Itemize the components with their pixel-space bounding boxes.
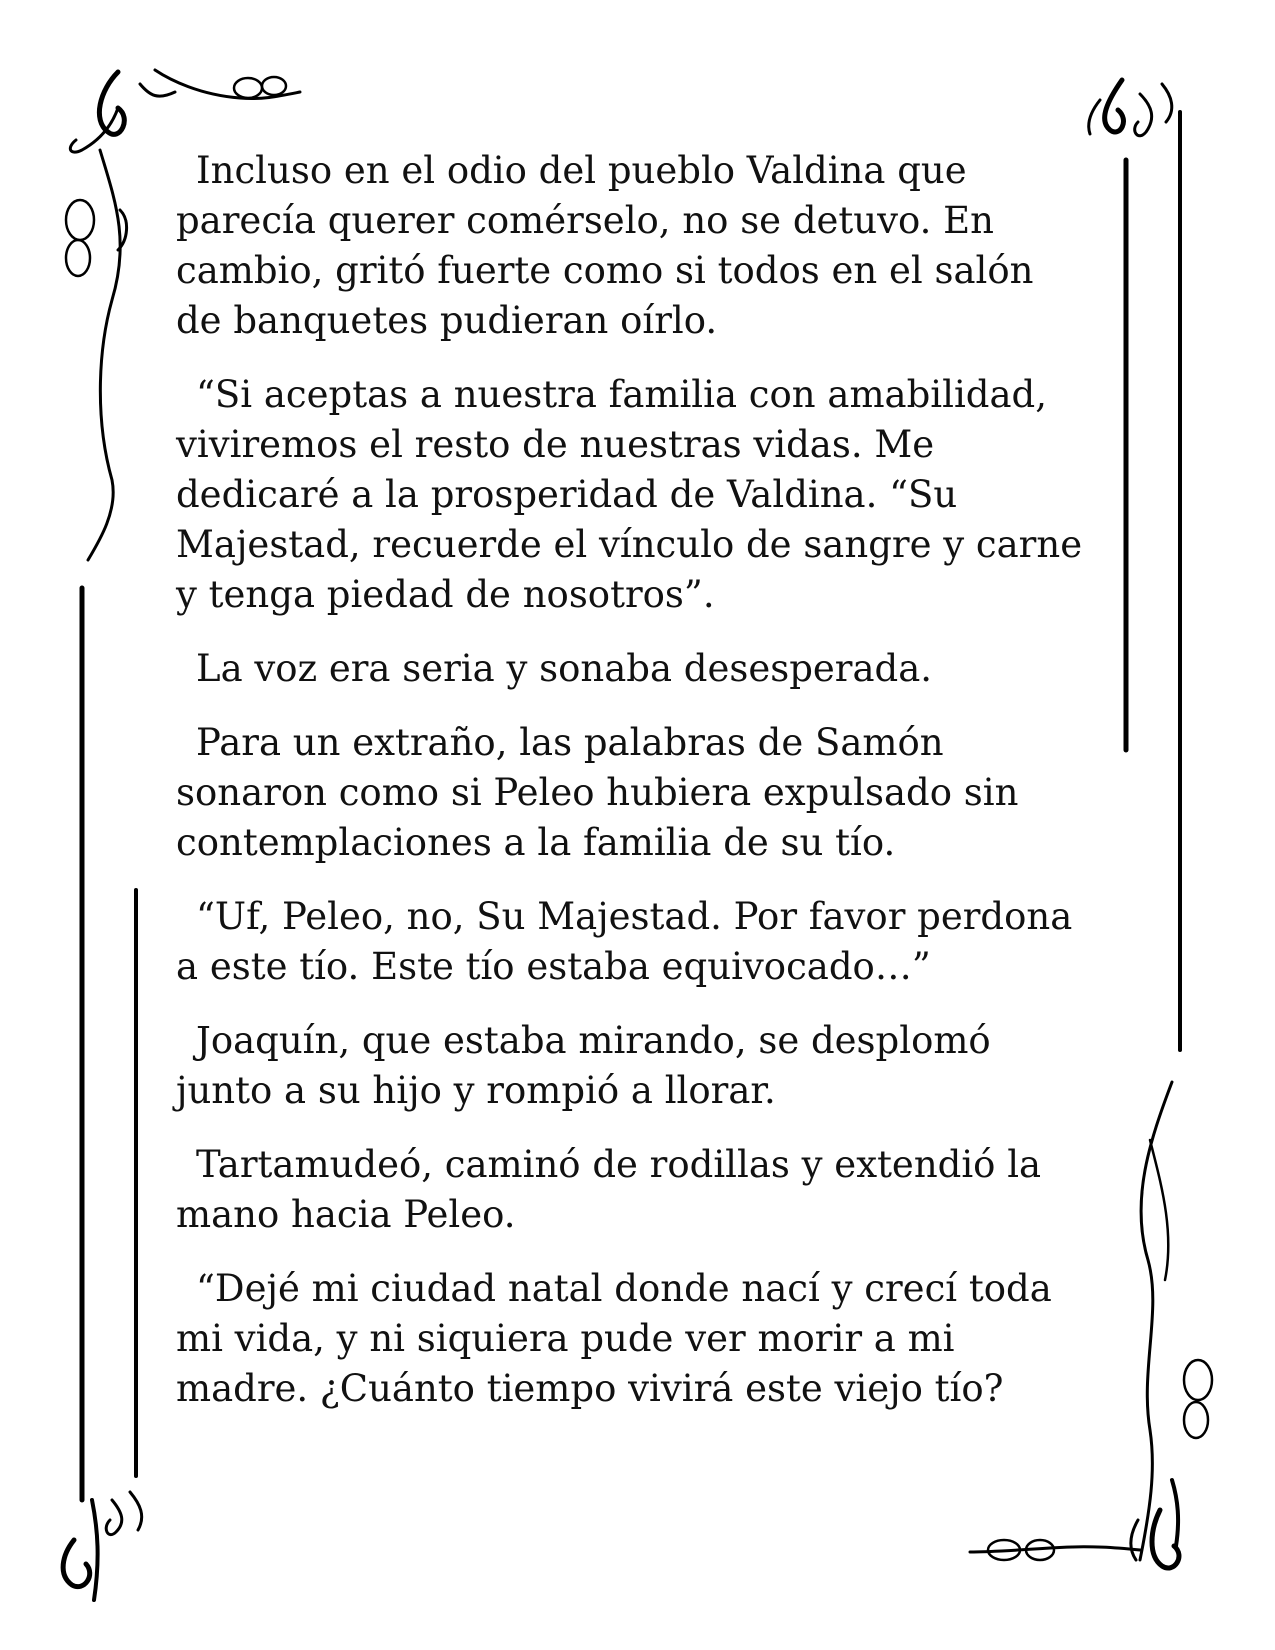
paragraph-5: “Uf, Peleo, no, Su Majestad. Por favor perdona a este tío. Este tío estaba equivocado…” xyxy=(176,895,1073,988)
body-text xyxy=(176,146,1086,1438)
paragraph-3: La voz era seria y sonaba desesperada. xyxy=(196,647,933,690)
paragraph-4: Para un extraño, las palabras de Samón sonaron como si Peleo hubiera expulsado sin contemplaciones a la familia de su tío. xyxy=(176,721,1019,864)
paragraph-1: Incluso en el odio del pueblo Valdina que parecía querer comérselo, no se detuvo. En cambio, gritó fuerte como si todos en el salón de banquetes pudieran oírlo. xyxy=(176,149,1034,342)
paragraph-7: Tartamudeó, caminó de rodillas y extendió la mano hacia Peleo. xyxy=(176,1143,1042,1236)
bottom-left-flourish-icon xyxy=(63,1492,142,1600)
paragraph-2: “Si aceptas a nuestra familia con amabilidad, viviremos el resto de nuestras vidas. Me dedicaré a la prosperidad de Valdina. “Su Majestad, recuerde el vínculo de sangre y carne y tenga piedad de nosotros”. xyxy=(176,373,1083,616)
paragraph-6: Joaquín, que estaba mirando, se desplomó junto a su hijo y rompió a llorar. xyxy=(176,1019,991,1112)
paragraph-8: “Dejé mi ciudad natal donde nací y crecí toda mi vida, y ni siquiera pude ver morir a mi madre. ¿Cuánto tiempo vivirá este viejo tío? xyxy=(176,1267,1052,1410)
top-right-flourish-icon xyxy=(1089,80,1172,136)
